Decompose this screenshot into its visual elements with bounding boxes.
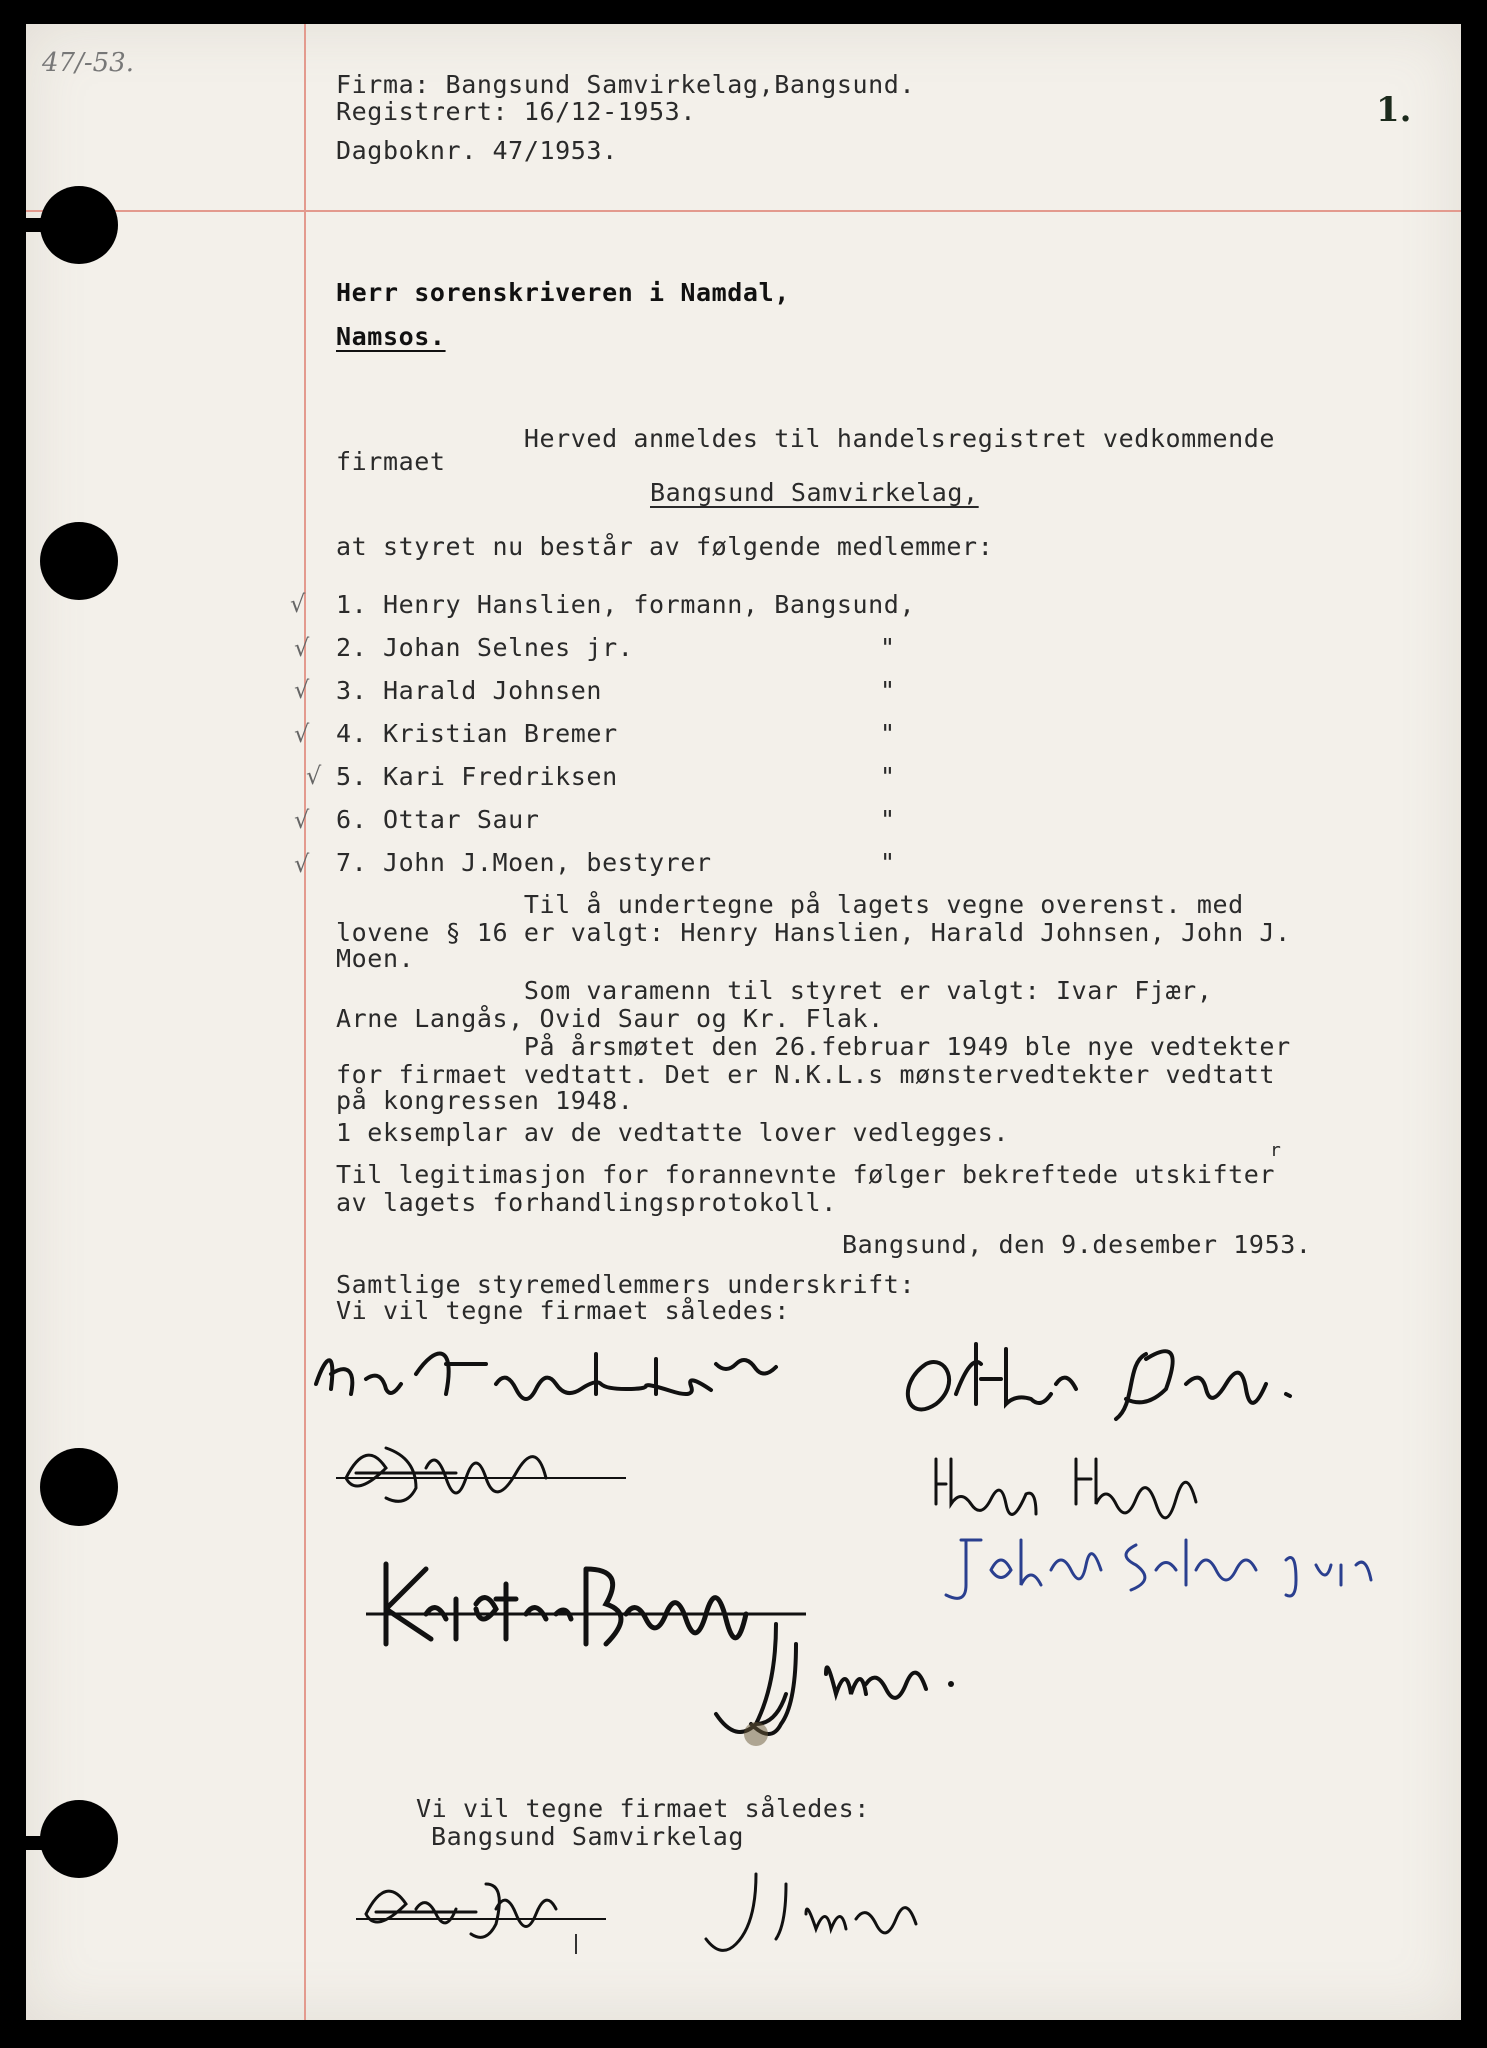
member-1: 1. Henry Hanslien, formann, Bangsund, bbox=[336, 590, 916, 619]
member-7: 7. John J.Moen, bestyrer bbox=[336, 848, 712, 877]
punch-hole bbox=[40, 1448, 118, 1526]
margin-line-vertical bbox=[304, 24, 306, 2020]
signature-henry-hanslien bbox=[906, 1444, 1246, 1514]
check-mark: √ bbox=[306, 762, 322, 790]
pencil-margin-note: 47/-53. bbox=[42, 48, 134, 78]
signature-harald-johnsen-bottom bbox=[346, 1864, 646, 1954]
check-mark: √ bbox=[294, 850, 310, 878]
bottom-company: Bangsund Samvirkelag bbox=[431, 1822, 745, 1851]
header-firma: Firma: Bangsund Samvirkelag,Bangsund. bbox=[336, 70, 916, 99]
signature-ottar-saur bbox=[886, 1324, 1366, 1434]
punch-hole bbox=[40, 1800, 118, 1878]
signature-harald-johnsen bbox=[326, 1428, 646, 1508]
header-registrert: Registrert: 16/12-1953. bbox=[336, 97, 696, 126]
member-6: 6. Ottar Saur bbox=[336, 805, 540, 834]
signing-authority-line3: Moen. bbox=[336, 944, 415, 973]
punch-hole bbox=[40, 186, 118, 264]
ditto-mark: " bbox=[880, 805, 896, 834]
document-page bbox=[26, 24, 1461, 2020]
company-name: Bangsund Samvirkelag, bbox=[650, 478, 979, 507]
statutes-line4: 1 eksemplar av de vedtatte lover vedlegges. bbox=[336, 1118, 1010, 1147]
signature-heading2: Vi vil tegne firmaet således: bbox=[336, 1296, 790, 1325]
deputies-line1: Som varamenn til styret er valgt: Ivar Fjær, bbox=[336, 976, 1213, 1005]
check-mark: √ bbox=[294, 806, 310, 834]
check-mark: √ bbox=[294, 634, 310, 662]
signature-jj-moen bbox=[716, 1614, 1016, 1754]
statutes-line3: på kongressen 1948. bbox=[336, 1086, 634, 1115]
ditto-mark: " bbox=[880, 848, 896, 877]
bottom-heading: Vi vil tegne firmaet således: bbox=[416, 1794, 870, 1823]
member-3: 3. Harald Johnsen bbox=[336, 676, 603, 705]
check-mark: √ bbox=[290, 590, 306, 618]
member-5: 5. Kari Fredriksen bbox=[336, 762, 618, 791]
signing-authority-line1: Til å undertegne på lagets vegne overenst. med bbox=[336, 890, 1244, 919]
check-mark: √ bbox=[294, 676, 310, 704]
ditto-mark: " bbox=[880, 676, 896, 705]
correction-mark: r bbox=[1270, 1140, 1282, 1161]
ditto-mark: " bbox=[880, 762, 896, 791]
board-intro: at styret nu består av følgende medlemmer: bbox=[336, 532, 994, 561]
intro-line1: Herved anmeldes til handelsregistret vedkommende bbox=[336, 424, 1276, 453]
punch-hole bbox=[40, 522, 118, 600]
addressee-line2: Namsos. bbox=[336, 322, 446, 351]
member-2: 2. Johan Selnes jr. bbox=[336, 633, 634, 662]
signature-heading1: Samtlige styremedlemmers underskrift: bbox=[336, 1270, 916, 1299]
legitimation-line1: Til legitimasjon for forannevnte følger bekreftede utskifter bbox=[336, 1160, 1276, 1189]
ditto-mark: " bbox=[880, 719, 896, 748]
place-date: Bangsund, den 9.desember 1953. bbox=[842, 1230, 1312, 1259]
deputies-line2: Arne Langås, Ovid Saur og Kr. Flak. bbox=[336, 1004, 884, 1033]
page-number: 1. bbox=[1376, 90, 1412, 130]
signing-authority-line2: lovene § 16 er valgt: Henry Hanslien, Harald Johnsen, John J. bbox=[336, 918, 1291, 947]
intro-line2: firmaet bbox=[336, 447, 446, 476]
statutes-line1: På årsmøtet den 26.februar 1949 ble nye vedtekter bbox=[336, 1032, 1291, 1061]
header-dagboknr: Dagboknr. 47/1953. bbox=[336, 136, 618, 165]
signature-kari-fredriksen bbox=[296, 1334, 816, 1424]
margin-line-horizontal bbox=[26, 210, 1461, 212]
legitimation-line2: av lagets forhandlingsprotokoll. bbox=[336, 1188, 837, 1217]
signature-jj-moen-bottom bbox=[696, 1864, 956, 1964]
signature-johan-selnes-junior bbox=[936, 1520, 1406, 1610]
check-mark: √ bbox=[294, 720, 310, 748]
statutes-line2: for firmaet vedtatt. Det er N.K.L.s mønstervedtekter vedtatt bbox=[336, 1060, 1276, 1089]
member-4: 4. Kristian Bremer bbox=[336, 719, 618, 748]
addressee-line1: Herr sorenskriveren i Namdal, bbox=[336, 278, 790, 307]
ditto-mark: " bbox=[880, 633, 896, 662]
